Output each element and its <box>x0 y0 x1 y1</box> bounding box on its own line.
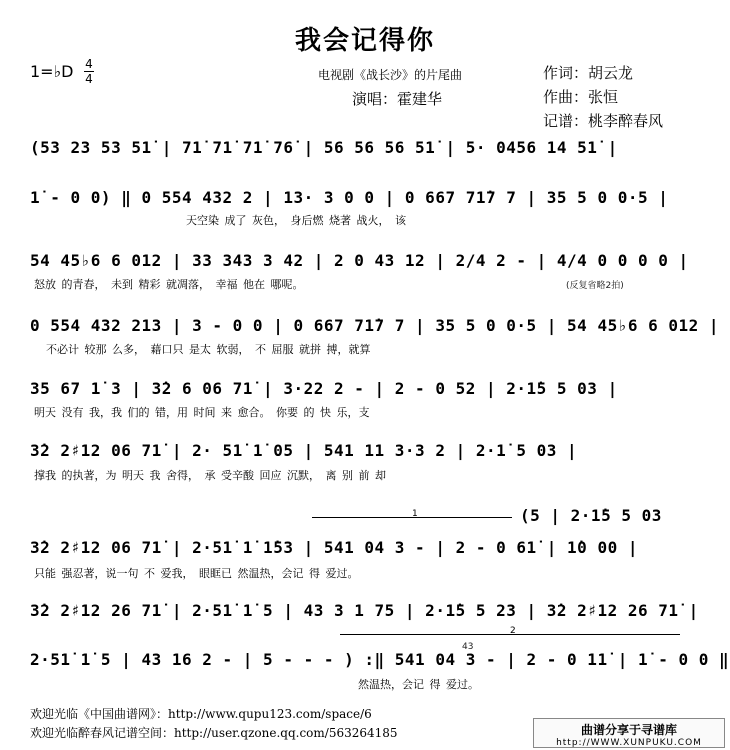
score-line-8-notes: 3̇2 2♯12 26 71̇ | 2·51̇ 1̇ 5 | 43 3 1 75 | 2·1̇5 5 23 | 3̇2 2♯12 26 71̇ | <box>30 601 699 620</box>
footer-link-2[interactable]: 欢迎光临醉春风记谱空间：http://user.qzone.qq.com/563264185 <box>30 726 398 740</box>
volta-1-bracket <box>312 509 512 519</box>
time-bottom: 4 <box>85 72 93 86</box>
score-line-2-lyrics: 天空染 成了 灰色， 身后燃 烧著 战火， 该 <box>186 214 406 227</box>
singer: 演唱：霍建华 <box>352 90 443 108</box>
volta-1-number: 1 <box>412 509 418 519</box>
time-signature <box>84 58 94 85</box>
footer-link-1[interactable]: 欢迎光临《中国曲谱网》：http://www.qupu123.com/space/6 <box>30 707 372 721</box>
score-line-4-lyrics: 不必计 较那 么多， 藉口只 是太 软弱， 不 屈服 就拼 搏，就算 <box>46 343 371 356</box>
transcriber: 记谱：桃李醉春风 <box>543 112 664 130</box>
score-line-6-notes: 3̇2 2♯12 06 71̇ | 2· 51̇ 1̇ 05 | 541 11 3·3 2 | 2·1̇ 5 03 | <box>30 441 578 460</box>
logo-text: 曲谱分享于寻谱库 <box>580 723 677 737</box>
page-title: 我会记得你 <box>294 26 435 56</box>
score-line-1-notes: (53 23 53 51̇ | 71̇ 71̇ 71̇ 76̇ | 56 56 56 51̇ | 5· 0456 14 51̇ | <box>30 138 618 157</box>
composer: 作曲：张恒 <box>543 88 619 106</box>
score-line-5-notes: 35 67 1̇ 3 | 3̇2 6 06 71̇ | 3·22 2 - | 2 - 0 52 | 2·1̇5 5 03 | <box>30 379 618 398</box>
score-line-7-notes: 3̇2 2♯12 06 71̇ | 2·51̇ 1̇ 1̇53 | 541 04 3 - | 2 - 0 61̇ | 1̇0 00 | <box>30 538 638 557</box>
lyricist: 作词：胡云龙 <box>543 64 634 82</box>
score-line-9-notes: 2·51̇ 1̇ 5 | 43 16 2 - | 5 - - - ) :‖ 541 04 3 - | 2 - 0 11̇ | 1̇ - 0 0 ‖ <box>30 650 730 669</box>
score-line-3-notes: 54 45♭6 6 012 | 33 343 3 42 | 2 0 43 12 | 2/4 2 - | 4/4 0 0 0 0 | <box>30 251 689 270</box>
site-logo[interactable] <box>533 718 725 748</box>
logo-url: http://WWW.XUNPUKU.COM <box>556 738 702 748</box>
key-signature: 1=♭D <box>30 62 74 81</box>
volta-2-bracket <box>340 626 680 636</box>
repeat-note: (反复省略2拍) <box>566 281 624 291</box>
score-line-7-lyrics: 只能 强忍著，说一句 不 爱我， 眼眶已 然温热，会记 得 爱过。 <box>34 567 359 580</box>
subtitle: 电视剧《战长沙》的片尾曲 <box>318 68 463 82</box>
score-line-6-lyrics: 撑我 的执著，为 明天 我 舍得， 承 受辛酸 回应 沉默， 离 别 前 却 <box>34 469 386 482</box>
score-line-3-lyrics: 怒放 的青春， 未到 精彩 就凋落， 幸福 他在 哪呢。 <box>34 278 304 291</box>
score-line-4-notes: 0 554 432 213 | 3 - 0 0 | 0 667 71̇7 7 | 35 5 0 0·5 | 54 45♭6 6 012 | <box>30 316 720 335</box>
volta-1-pickup: (5 | 2·1̇5 5 03 <box>520 506 662 525</box>
grace-note: 43 <box>462 642 474 652</box>
score-line-5-lyrics: 明天 没有 我，我 们的 错，用 时间 来 愈合。 你要 的 快 乐，支 <box>34 406 370 419</box>
score-line-2-notes: 1̇ - 0 0) ‖ 0 554 432 2 | 13· 3 0 0 | 0 667 71̇7 7 | 35 5 0 0·5 | <box>30 188 669 207</box>
score-line-9-lyrics: 然温热，会记 得 爱过。 <box>358 678 479 691</box>
time-top: 4 <box>85 57 93 71</box>
volta-2-number: 2 <box>510 626 516 636</box>
